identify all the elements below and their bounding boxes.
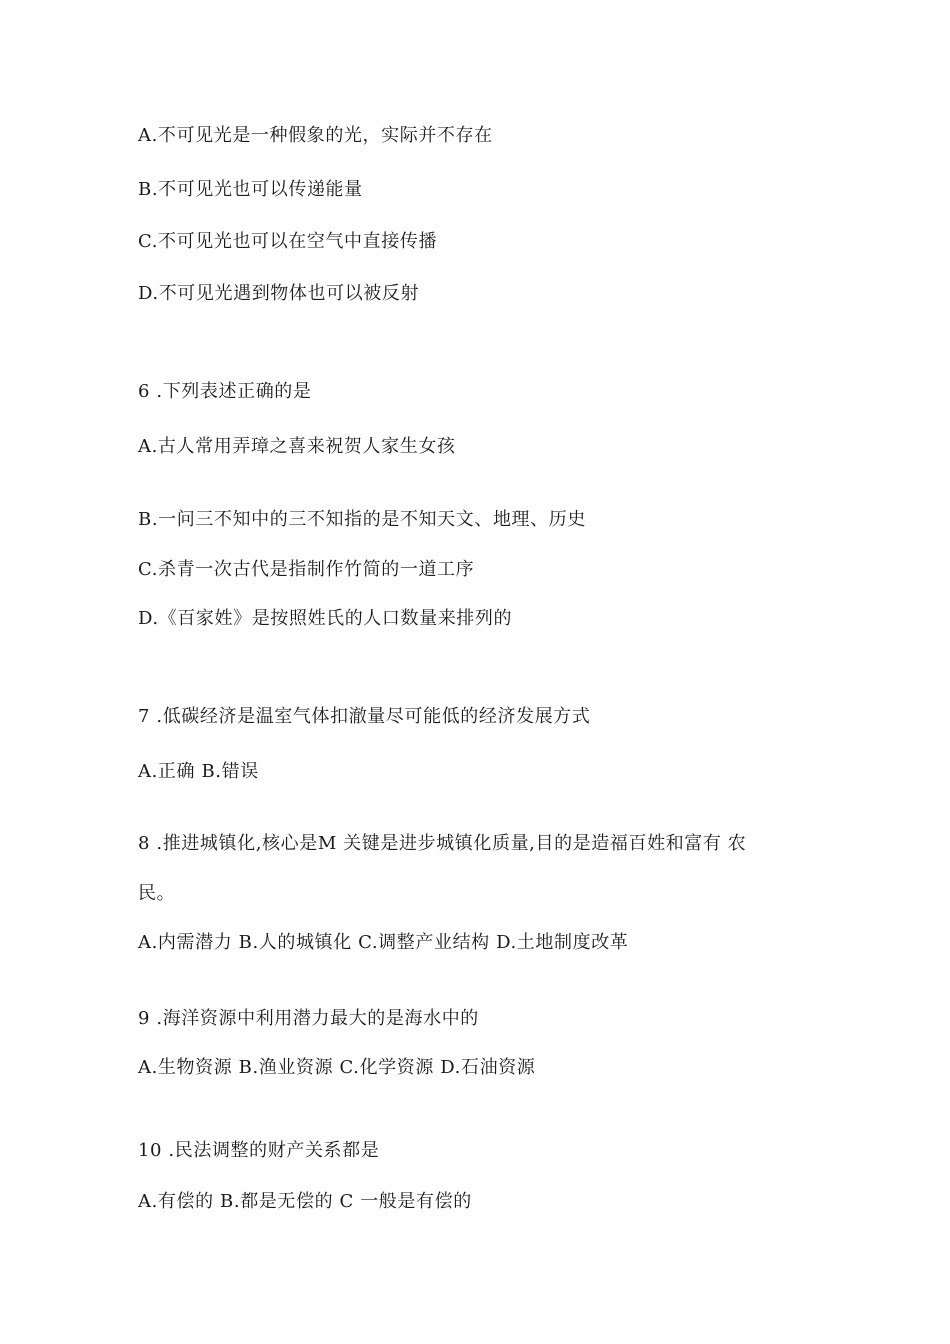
q8-stem-line2: 民。: [138, 883, 176, 904]
q6-stem: 6 .下列表述正确的是: [138, 381, 312, 402]
q10-stem: 10 .民法调整的财产关系都是: [138, 1140, 380, 1161]
q7-stem: 7 .低碳经济是温室气体扣澈量尽可能低的经济发展方式: [138, 706, 591, 727]
q6-option-b: B.一问三不知中的三不知指的是不知天文、地理、历史: [138, 509, 586, 530]
q6-option-a: A.古人常用弄璋之喜来祝贺人家生女孩: [138, 436, 456, 457]
q5-option-c: C.不可见光也可以在空气中直接传播: [138, 231, 438, 252]
q9-stem: 9 .海洋资源中利用潜力最大的是海水中的: [138, 1008, 479, 1029]
q10-options: A.有偿的 B.都是无偿的 C 一般是有偿的: [138, 1191, 472, 1212]
q9-options: A.生物资源 B.渔业资源 C.化学资源 D.石油资源: [138, 1057, 536, 1078]
q5-option-a: A.不可见光是一种假象的光，实际并不存在: [138, 125, 493, 146]
q6-option-c: C.杀青一次古代是指制作竹简的一道工序: [138, 559, 475, 580]
q5-option-d: D.不可见光遇到物体也可以被反射: [138, 283, 420, 304]
q8-stem-line1: 8 .推进城镇化,核心是M 关键是进步城镇化质量,目的是造福百姓和富有 农: [138, 833, 747, 854]
q5-option-b: B.不可见光也可以传递能量: [138, 179, 363, 200]
q7-options: A.正确 B.错误: [138, 761, 259, 782]
q8-options: A.内需潜力 B.人的城镇化 C.调整产业结构 D.土地制度改革: [138, 932, 629, 953]
q6-option-d: D.《百家姓》是按照姓氏的人口数量来排列的: [138, 608, 513, 629]
